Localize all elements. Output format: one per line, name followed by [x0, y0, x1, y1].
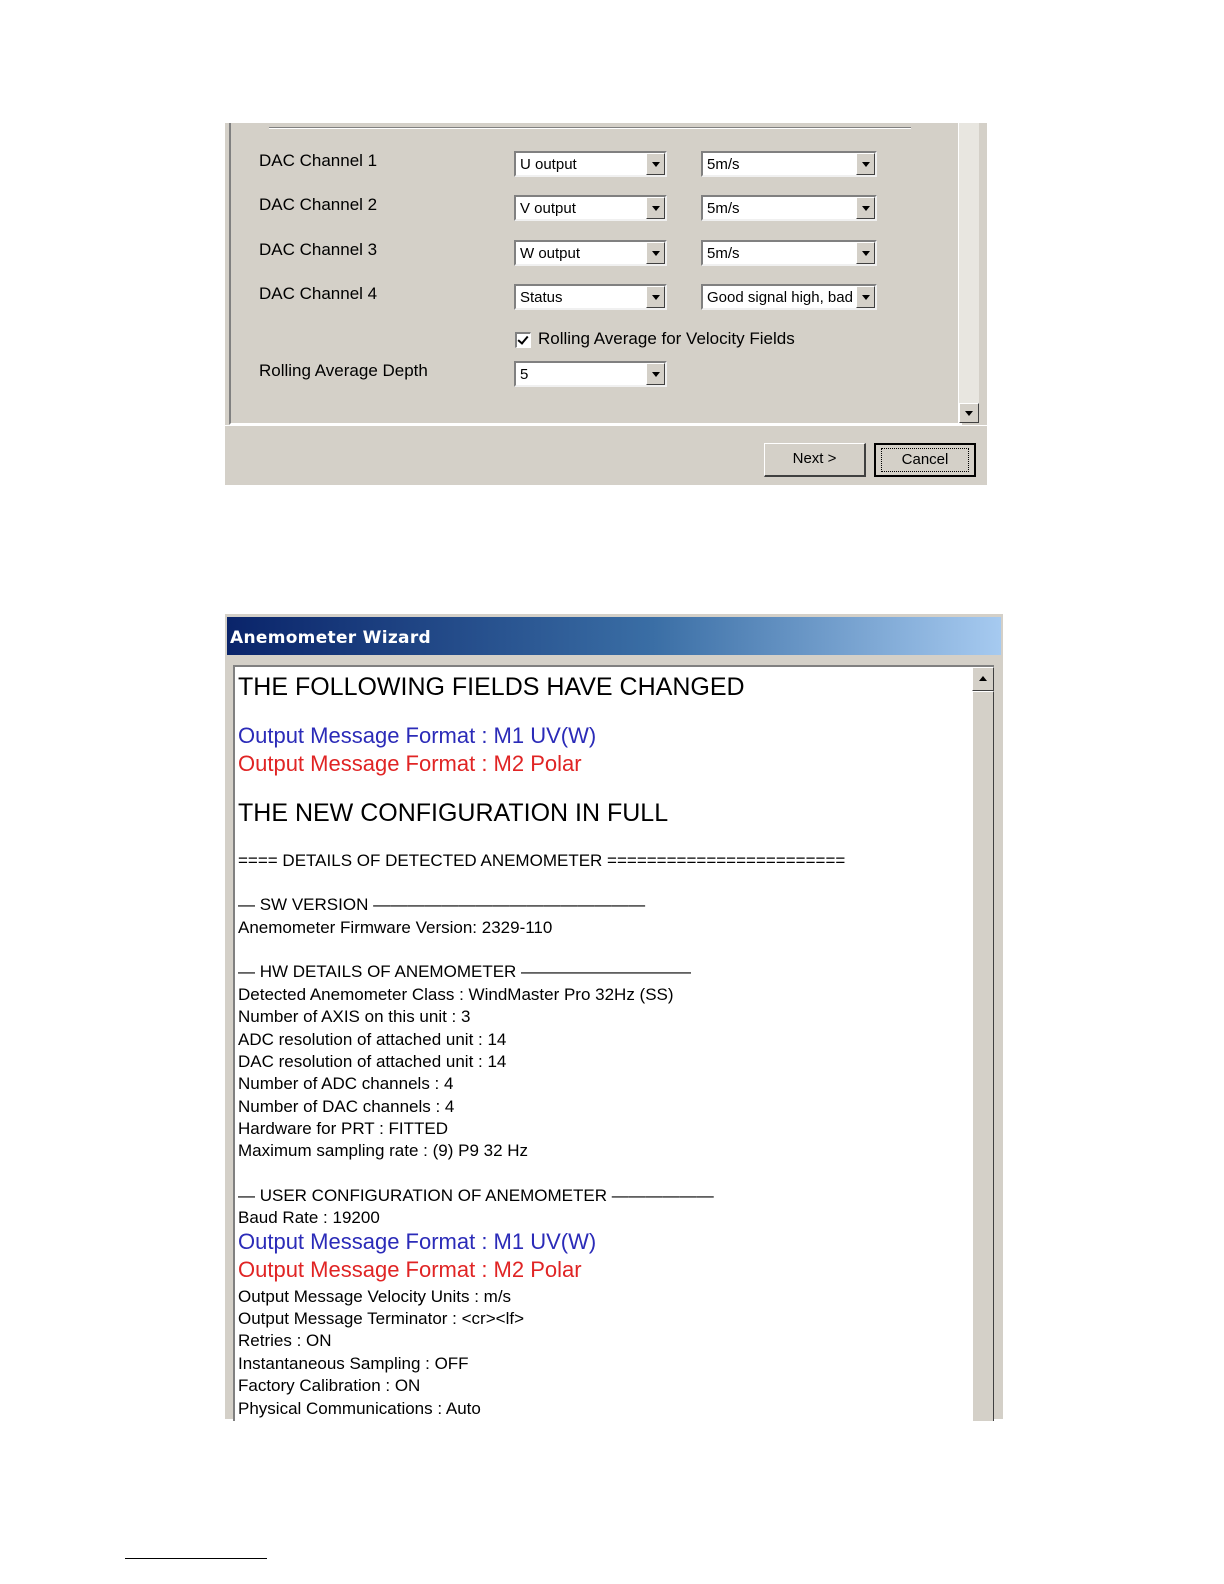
hw-detail-line: Maximum sampling rate : (9) P9 32 Hz: [238, 1141, 529, 1160]
hw-detail-line: Hardware for PRT : FITTED: [238, 1119, 449, 1138]
user-config-line: Output Message Velocity Units : m/s: [238, 1287, 512, 1306]
user-format-line: Output Message Format : M2 Polar: [238, 1257, 582, 1282]
user-config-line: Instantaneous Sampling : OFF: [238, 1354, 469, 1373]
dac-channel-3-output-select[interactable]: [514, 240, 667, 266]
dac-channel-1-range-value: 5m/s: [707, 156, 740, 173]
dac-channel-1-range-select[interactable]: [701, 151, 877, 177]
hw-detail-line: DAC resolution of attached unit : 14: [238, 1052, 507, 1071]
dac-channel-4-range-value: Good signal high, bad: [707, 289, 853, 306]
divider: [269, 127, 911, 129]
user-format-line: Output Message Format : M1 UV(W): [238, 1229, 597, 1254]
chevron-down-icon[interactable]: [646, 153, 665, 175]
dac-channel-1-label: DAC Channel 1: [259, 151, 378, 170]
user-config-line: Retries : ON: [238, 1331, 332, 1350]
configuration-report: [233, 665, 974, 1421]
chevron-down-icon[interactable]: [856, 197, 875, 219]
chevron-down-icon[interactable]: [646, 363, 665, 385]
next-button[interactable]: Next >: [764, 443, 866, 477]
rolling-average-depth-select[interactable]: [514, 361, 667, 387]
dac-channel-1-output-value: U output: [520, 156, 577, 173]
anemometer-wizard-window: [225, 614, 1003, 1419]
scroll-down-arrow-icon[interactable]: [959, 403, 979, 423]
dac-channel-3-range-value: 5m/s: [707, 245, 740, 262]
hw-detail-line: Number of DAC channels : 4: [238, 1097, 455, 1116]
scroll-up-arrow-icon[interactable]: [972, 667, 994, 691]
cancel-button-label: Cancel: [881, 448, 969, 472]
window-title: Anemometer Wizard: [230, 628, 431, 648]
cancel-button[interactable]: [874, 443, 976, 477]
dac-channel-3-range-select[interactable]: [701, 240, 877, 266]
dac-channel-3-output-value: W output: [520, 245, 581, 262]
baud-rate: Baud Rate : 19200: [238, 1208, 380, 1227]
chevron-down-icon[interactable]: [646, 197, 665, 219]
heading-full-configuration: THE NEW CONFIGURATION IN FULL: [238, 799, 669, 827]
footnote-divider: [125, 1558, 267, 1559]
chevron-down-icon[interactable]: [856, 153, 875, 175]
changed-field-line: Output Message Format : M2 Polar: [238, 751, 582, 776]
dac-channel-4-output-select[interactable]: [514, 284, 667, 310]
user-config-line: Output Message Terminator : <cr><lf>: [238, 1309, 524, 1328]
dac-channel-2-output-select[interactable]: [514, 195, 667, 221]
details-header: ==== DETAILS OF DETECTED ANEMOMETER ========================: [238, 851, 846, 870]
window-border: [994, 665, 1000, 1419]
heading-changed-fields: THE FOLLOWING FIELDS HAVE CHANGED: [238, 673, 745, 701]
divider: [225, 425, 987, 426]
rolling-average-checkbox-label[interactable]: Rolling Average for Velocity Fields: [538, 329, 795, 348]
rolling-average-depth-value: 5: [520, 366, 529, 383]
user-config-line: Physical Communications : Auto: [238, 1399, 481, 1418]
hw-detail-line: Detected Anemometer Class : WindMaster Pro 32Hz (SS): [238, 985, 674, 1004]
dac-settings-pane: [229, 123, 962, 425]
hw-detail-line: Number of AXIS on this unit : 3: [238, 1007, 471, 1026]
rolling-average-checkbox[interactable]: [515, 332, 531, 348]
dac-channel-2-range-value: 5m/s: [707, 200, 740, 217]
vertical-scrollbar[interactable]: [958, 123, 979, 423]
dac-channel-4-output-value: Status: [520, 289, 563, 306]
user-config-header: — USER CONFIGURATION OF ANEMOMETER ——————: [238, 1186, 714, 1205]
vertical-scrollbar[interactable]: [972, 665, 994, 1421]
sw-version-header: — SW VERSION ————————————————: [238, 895, 646, 914]
chevron-down-icon[interactable]: [646, 242, 665, 264]
scrollbar-thumb[interactable]: [972, 691, 994, 1421]
hw-details-header: — HW DETAILS OF ANEMOMETER ——————————: [238, 962, 692, 981]
dac-channel-3-label: DAC Channel 3: [259, 240, 378, 259]
dac-channel-4-range-select[interactable]: [701, 284, 877, 310]
hw-detail-line: Number of ADC channels : 4: [238, 1074, 454, 1093]
dac-channel-2-range-select[interactable]: [701, 195, 877, 221]
user-config-line: Factory Calibration : ON: [238, 1376, 421, 1395]
dac-channel-2-output-value: V output: [520, 200, 576, 217]
chevron-down-icon[interactable]: [856, 242, 875, 264]
rolling-average-depth-label: Rolling Average Depth: [259, 361, 428, 380]
chevron-down-icon[interactable]: [856, 286, 875, 308]
title-bar[interactable]: [227, 617, 1001, 655]
chevron-down-icon[interactable]: [646, 286, 665, 308]
dac-settings-dialog: [225, 123, 987, 485]
changed-field-line: Output Message Format : M1 UV(W): [238, 723, 597, 748]
firmware-version: Anemometer Firmware Version: 2329-110: [238, 918, 553, 937]
dac-channel-4-label: DAC Channel 4: [259, 284, 378, 303]
hw-detail-line: ADC resolution of attached unit : 14: [238, 1030, 507, 1049]
dac-channel-2-label: DAC Channel 2: [259, 195, 378, 214]
dac-channel-1-output-select[interactable]: [514, 151, 667, 177]
